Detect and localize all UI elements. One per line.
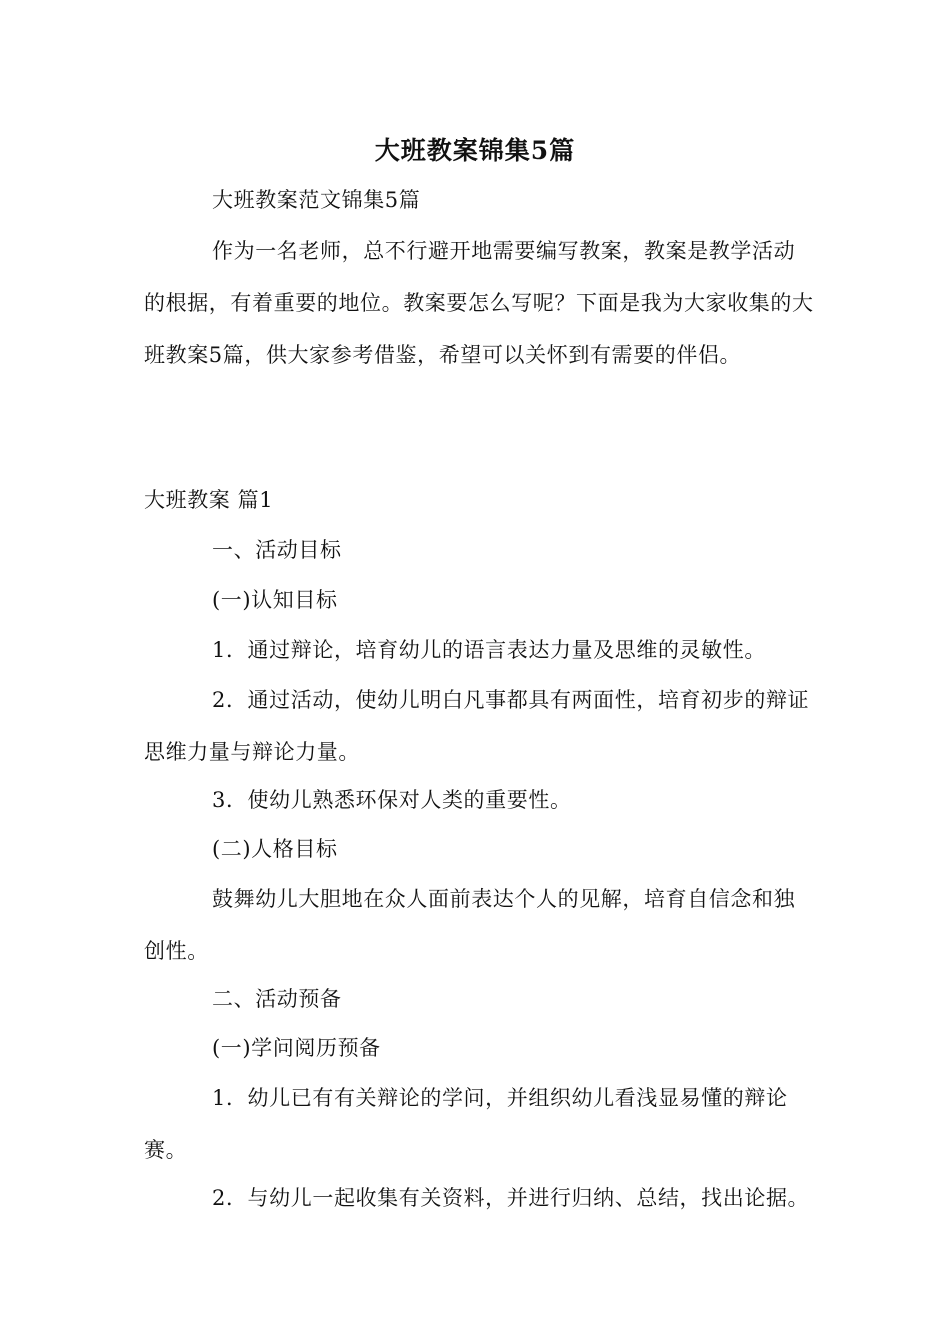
section-heading: 大班教案 篇1 xyxy=(144,488,274,512)
heading-activity-preparation: 二、活动预备 xyxy=(212,987,342,1011)
list-item: 1．幼儿已有有关辩论的学问，并组织幼儿看浅显易懂的辩论赛。 xyxy=(144,1086,788,1162)
subheading-knowledge-preparation: (一)学问阅历预备 xyxy=(212,1036,381,1060)
subheading-personality-goals: (二)人格目标 xyxy=(212,837,338,861)
list-item: 1．通过辩论，培育幼儿的语言表达力量及思维的灵敏性。 xyxy=(212,638,766,662)
document-subtitle: 大班教案范文锦集5篇 xyxy=(212,188,421,212)
subheading-cognitive-goals: (一)认知目标 xyxy=(212,588,338,612)
list-item: 3．使幼儿熟悉环保对人类的重要性。 xyxy=(212,788,572,812)
document-title: 大班教案锦集5篇 xyxy=(374,136,576,165)
heading-activity-goals: 一、活动目标 xyxy=(212,538,342,562)
list-item: 2．通过活动，使幼儿明白凡事都具有两面性，培育初步的辩证思维力量与辩论力量。 xyxy=(144,688,810,764)
list-item: 2．与幼儿一起收集有关资料，并进行归纳、总结，找出论据。 xyxy=(212,1186,810,1210)
intro-paragraph: 作为一名老师，总不行避开地需要编写教案，教案是教学活动的根据，有着重要的地位。教案要怎么写呢？下面是我为大家收集的大班教案5篇，供大家参考借鉴，希望可以关怀到有需要的伴侣。 xyxy=(144,239,814,367)
body-paragraph: 鼓舞幼儿大胆地在众人面前表达个人的见解，培育自信念和独创性。 xyxy=(144,887,796,963)
